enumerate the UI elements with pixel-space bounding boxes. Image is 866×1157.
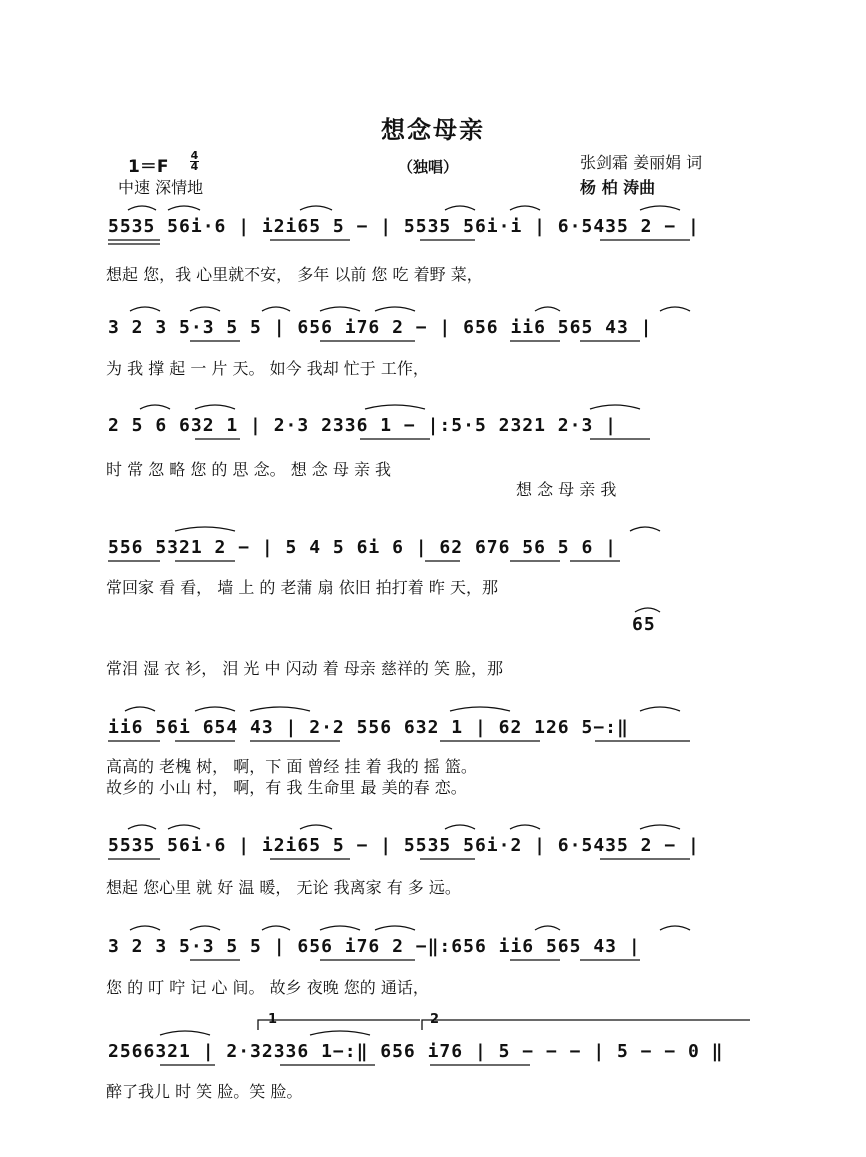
- lyric-line-1: 想起 您，我 心里就不安， 多年 以前 您 吃 着野 菜，: [106, 265, 483, 284]
- notation-line-5: ii6 56i 654 43 | 2·2 556 632 1 | 62 126 5−:‖: [108, 717, 629, 738]
- performance-type: （独唱）: [398, 158, 459, 176]
- time-signature: [190, 151, 199, 172]
- song-title: 想念母亲: [381, 116, 485, 144]
- notation-line-8: 2566321 | 2·32336 1−:‖ 656 i76 | 5 − − − | 5 − − 0 ‖: [108, 1041, 724, 1062]
- notation-line-3: 2 5 6 632 1 | 2·3 2336 1 − |:5·5 2321 2·3 |: [108, 415, 617, 436]
- lyric-line-4b: 常泪 湿 衣 衫， 泪 光 中 闪动 着 母亲 慈祥的 笑 脸，那: [106, 659, 504, 678]
- notation-line-4: 556 5321 2 − | 5 4 5 6i 6 | 62 676 56 5 6 |: [108, 537, 617, 558]
- notation-line-2: 3 2 3 5·3 5 5 | 656 i76 2 − | 656 ii6 565 43 |: [108, 317, 653, 338]
- time-signature-bottom: 4: [190, 160, 199, 173]
- lyric-line-6: 想起 您心里 就 好 温 暖， 无论 我离家 有 多 远。: [106, 878, 461, 897]
- lyric-line-2: 为 我 撑 起 一 片 天。 如今 我却 忙于 工作，: [106, 359, 429, 378]
- alternate-notes: 65: [632, 614, 656, 635]
- lyric-line-3a: 时 常 忽 略 您 的 思 念。 想 念 母 亲 我: [106, 460, 392, 479]
- lyricist-credit: 张剑霜 姜丽娟 词: [580, 153, 703, 172]
- volta-1-label: 1: [268, 1012, 278, 1027]
- notation-line-1: 5535 56i·6 | i2i65 5 − | 5535 56i·i | 6·5435 2 − |: [108, 216, 700, 237]
- notation-line-7: 3 2 3 5·3 5 5 | 656 i76 2 −‖:656 ii6 565 43 |: [108, 936, 641, 957]
- lyric-line-5b: 故乡的 小山 村， 啊，有 我 生命里 最 美的春 恋。: [106, 778, 467, 797]
- lyric-line-3b: 想 念 母 亲 我: [516, 480, 617, 499]
- lyric-line-8: 醉了我儿 时 笑 脸。笑 脸。: [106, 1082, 303, 1101]
- time-signature-top: 4: [190, 149, 199, 162]
- volta-2-label: 2: [430, 1012, 440, 1027]
- composer-credit: 杨 柏 涛曲: [580, 178, 656, 197]
- key-signature: 1＝F: [128, 157, 169, 177]
- lyric-line-7: 您 的 叮 咛 记 心 间。 故乡 夜晚 您的 通话，: [106, 978, 429, 997]
- tempo-marking: 中速 深情地: [118, 178, 204, 197]
- lyric-line-5a: 高高的 老槐 树， 啊，下 面 曾经 挂 着 我的 摇 篮。: [106, 757, 477, 776]
- lyric-line-4a: 常回家 看 看， 墙 上 的 老蒲 扇 依旧 拍打着 昨 天，那: [106, 578, 498, 597]
- notation-line-6: 5535 56i·6 | i2i65 5 − | 5535 56i·2 | 6·5435 2 − |: [108, 835, 700, 856]
